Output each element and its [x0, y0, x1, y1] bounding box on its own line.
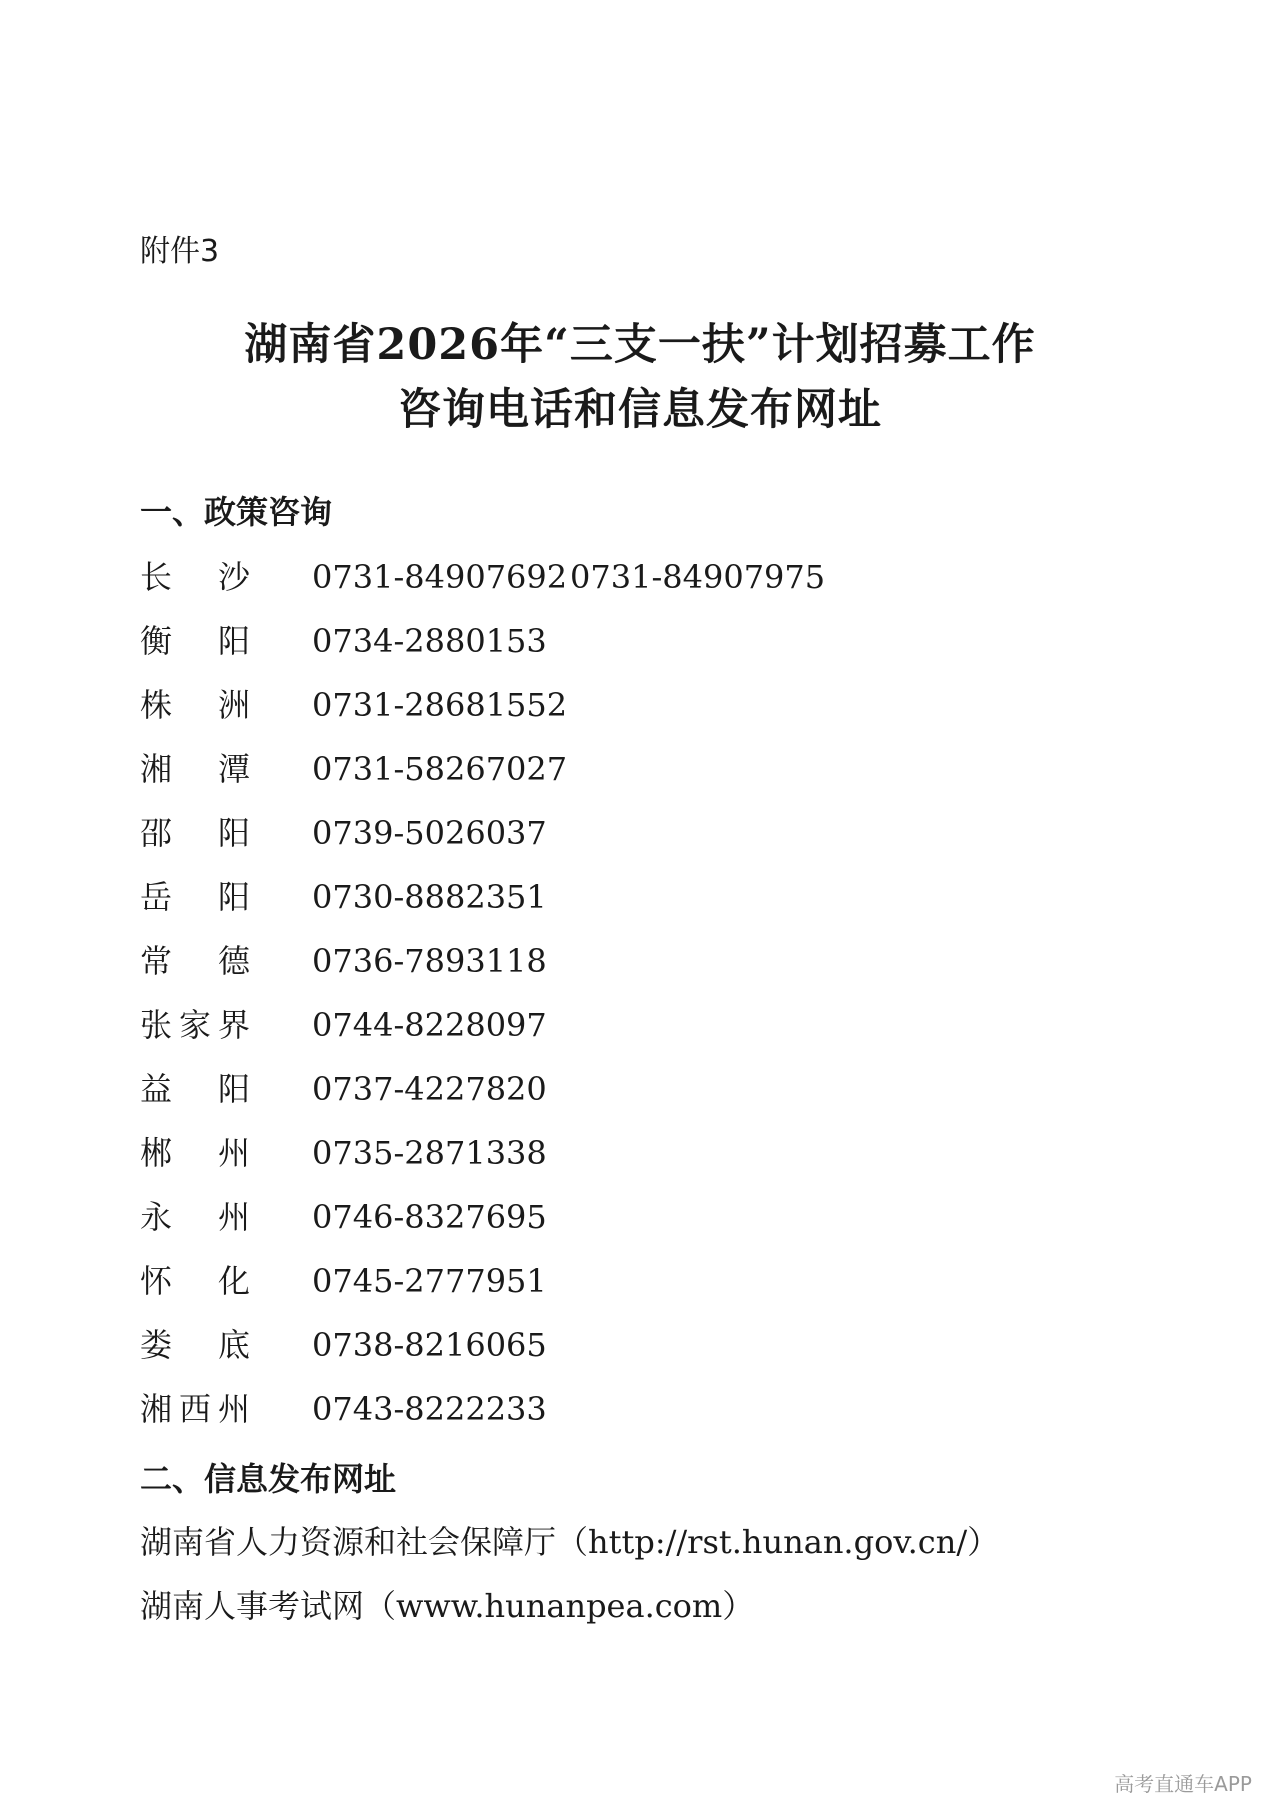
- city-name: 益阳: [140, 1070, 250, 1108]
- phone-number: 0743-8222233: [312, 1390, 547, 1428]
- contact-row: [140, 1195, 1140, 1259]
- contact-row: [140, 1323, 1140, 1387]
- city-name: 衡阳: [140, 622, 250, 660]
- contact-row: [140, 683, 1140, 747]
- city-name: 岳阳: [140, 878, 250, 916]
- phone-number: 0731-28681552: [312, 686, 568, 724]
- city-name: 长沙: [140, 558, 250, 596]
- contact-row: [140, 1003, 1140, 1067]
- city-name: 常德: [140, 942, 250, 980]
- contact-list: [140, 555, 1140, 1451]
- section-heading-policy-consulting: 一、政策咨询: [140, 493, 333, 531]
- city-name: 张家界: [140, 1006, 250, 1044]
- watermark-text: 高考直通车APP: [1114, 1772, 1252, 1796]
- phone-number: 0735-2871338: [312, 1134, 547, 1172]
- phone-number: 0744-8228097: [312, 1006, 547, 1044]
- city-name: 湘西州: [140, 1390, 250, 1428]
- contact-row: [140, 619, 1140, 683]
- website-hunan-hrss: 湖南省人力资源和社会保障厅（http://rst.hunan.gov.cn/）: [140, 1523, 1000, 1561]
- contact-row: [140, 939, 1140, 1003]
- contact-row: [140, 1259, 1140, 1323]
- phone-number-secondary: 0731-84907975: [570, 558, 826, 596]
- phone-number: 0746-8327695: [312, 1198, 547, 1236]
- contact-row: [140, 1387, 1140, 1451]
- attachment-label: 附件3: [140, 234, 220, 269]
- section-heading-info-websites: 二、信息发布网址: [140, 1460, 397, 1498]
- city-name: 株洲: [140, 686, 250, 724]
- phone-number: 0739-5026037: [312, 814, 547, 852]
- phone-number: 0736-7893118: [312, 942, 547, 980]
- phone-number: 0734-2880153: [312, 622, 547, 660]
- phone-number: 0731-58267027: [312, 750, 568, 788]
- city-name: 郴州: [140, 1134, 250, 1172]
- phone-number: 0745-2777951: [312, 1262, 547, 1300]
- contact-row: [140, 875, 1140, 939]
- phone-number: 0737-4227820: [312, 1070, 547, 1108]
- contact-row: [140, 811, 1140, 875]
- contact-row: [140, 555, 1140, 619]
- city-name: 湘潭: [140, 750, 250, 788]
- city-name: 娄底: [140, 1326, 250, 1364]
- contact-row: [140, 1131, 1140, 1195]
- phone-number: 0730-8882351: [312, 878, 547, 916]
- document-title-line1: 湖南省2026年“三支一扶”计划招募工作: [244, 320, 1036, 370]
- website-hunan-personnel-exam: 湖南人事考试网（www.hunanpea.com）: [140, 1587, 755, 1625]
- phone-number: 0738-8216065: [312, 1326, 547, 1364]
- phone-number: 0731-84907692: [312, 558, 568, 596]
- city-name: 怀化: [140, 1262, 250, 1300]
- document-title-line2: 咨询电话和信息发布网址: [398, 385, 882, 435]
- city-name: 永州: [140, 1198, 250, 1236]
- contact-row: [140, 1067, 1140, 1131]
- city-name: 邵阳: [140, 814, 250, 852]
- contact-row: [140, 747, 1140, 811]
